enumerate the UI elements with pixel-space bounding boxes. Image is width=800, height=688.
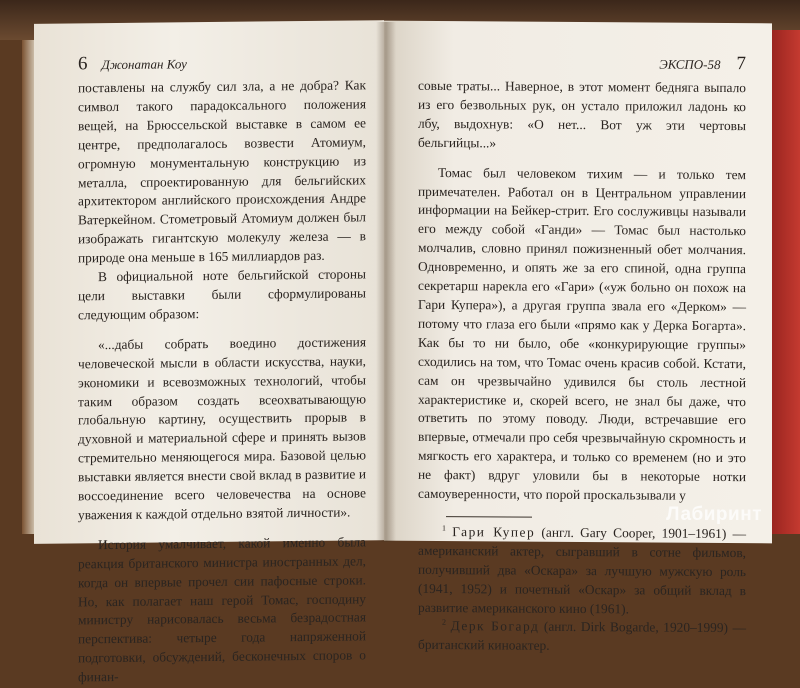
running-head: ЭКСПО-58 <box>659 56 721 72</box>
paragraph: История умалчивает, какой именно была реакция британского министра иностранных дел, когда он впервые прочел сии пафосные строки. Но, как полагает наш герой Томас, господину министру нарисовалась весьма безрадостная перспектива: четыре года напряженной подготовки, обсуждений, бесконечных споров о финан- <box>78 534 366 685</box>
left-page-text <box>78 76 366 687</box>
book-gutter <box>376 22 396 542</box>
footnote-mark: 2 <box>442 618 446 628</box>
page-number: 6 <box>78 53 88 75</box>
paragraph: совые траты... Наверное, в этот момент бедняга выпало из его безвольных рук, он устало приложил ладонь ко лбу, выдохнув: «О нет... Вот уж эти чертовы бельгийцы...» <box>418 77 746 151</box>
paragraph: Томас был человеком тихим — и только тем примечателен. Работал он в Центральном управлении информации на Бейкер-стрит. Его сослуживцы называли его между собой «Ганди» — Томас был настолько молчалив, словно принял пожизненный обет молчания. Одновременно, и опять же за его спиной, одна группа секретарш нарекла его «Гари» («уж больно он похож на Гари Купера»), а другая группа звала его «Дерком» — потому что глаза его были «прямо как у Дерка Богарта». Как бы то ни было, обе «конкурирующие группы» сходились на том, что Томас очень красив собой. Кстати, сам он чрезвычайно удивился бы столь лестной характеристике и, скорей всего, не знал бы даже, что ответить по этому поводу. Люди, встречавшие его впервые, отмечали про себя чрезвычайную скромность и мягкость его характера, и только со временем (но и это не факт) вдруг уловили бы в некоторые нотки самоуверенности, что порой проскальзывали у <box>418 164 746 503</box>
quote-paragraph: «...дабы собрать воедино достижения человеческой мысли в области искусства, науки, экономики и всевозможных технологий, чтобы таким образом создать всеохватывающую глобальную картину, осуществить прорыв в духовной и материальной сфере и принять вызов стремительно меняющегося мира. Базовой целью выставки является внести свой вклад в развитие и воссоединение всего человечества на основе уважения к каждой отдельно взятой личности». <box>78 334 366 523</box>
watermark: Лабиринт <box>666 504 762 525</box>
page-number: 7 <box>736 53 746 75</box>
book-spread <box>34 22 772 685</box>
footnote-name: Гари Купер <box>452 524 536 540</box>
right-page-text <box>418 77 746 658</box>
running-head: Джонатан Коу <box>101 56 187 73</box>
paragraph: поставлены на службу сил зла, а не добра? Как символ такого парадоксального положения вещей, на Брюссельской выставке в самом ее центре, предполагалось возвести Атомиум, огромную монументальную конструкцию из металла, спроектированную для бельгийских архитектором английского происхождения Андре Ватеркейном. Стометровый Атомиум должен был изображать гигантскую молекулу железа — в природе она меньше в 165 миллиардов раз. <box>78 77 366 266</box>
footnote-divider <box>446 516 532 518</box>
footnote <box>418 523 746 620</box>
footnote-mark: 1 <box>442 523 446 533</box>
left-page-header <box>78 50 366 75</box>
footnote-text: (англ. Dirk Bogarde, 1920–1999) — британский киноактер. <box>418 619 746 654</box>
right-page <box>384 21 772 654</box>
paragraph: В официальной ноте бельгийской стороны цели выставки были сформулированы следующим образом: <box>78 266 366 323</box>
right-page-header <box>418 51 746 75</box>
footnote-name: Дерк Богард <box>450 618 540 635</box>
footnote <box>418 617 746 657</box>
left-page <box>34 20 384 685</box>
footnote-text: (англ. Gary Cooper, 1901–1961) — американский актер, сыгравший в сотне фильмов, получивший два «Оскара» за лучшую мужскую роль (1941, 1952) и почетный «Оскар» за общий вклад в развитие американского кино (1961). <box>418 524 746 616</box>
